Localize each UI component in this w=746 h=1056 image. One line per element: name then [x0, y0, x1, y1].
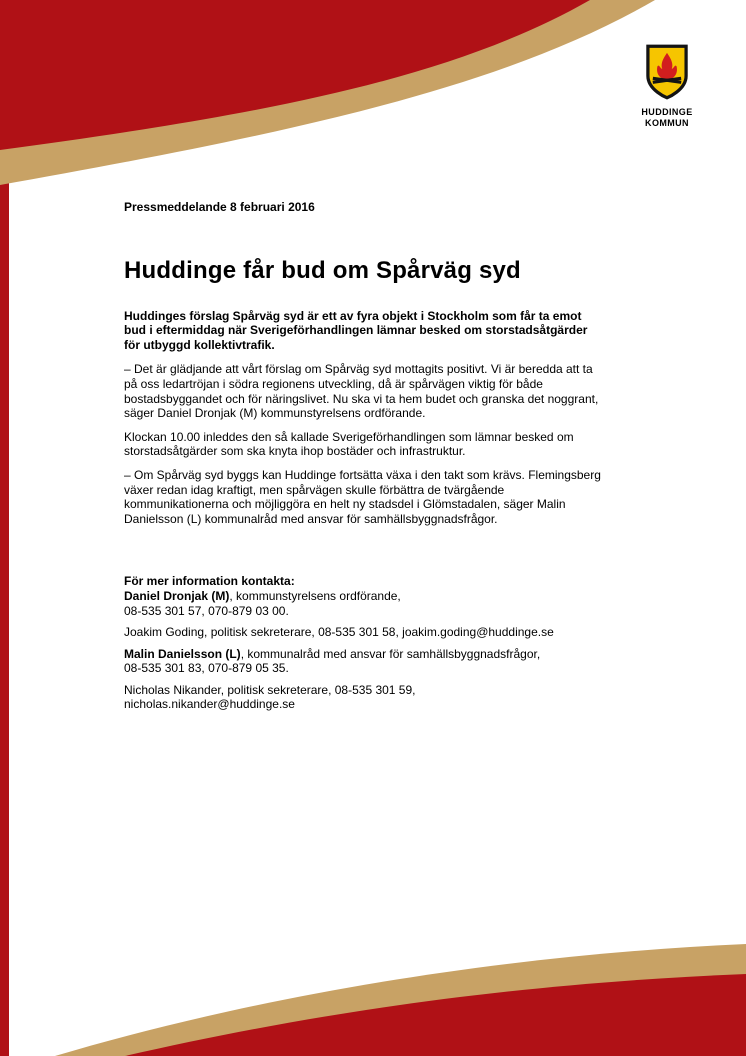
bottom-swoosh-decoration [0, 906, 746, 1056]
contact-entry [124, 647, 606, 676]
contact-heading: För mer information kontakta: [124, 574, 295, 589]
body-paragraph-2: Klockan 10.00 inleddes den så kallade Sverigeförhandlingen som lämnar besked om storstadsåtgärder som ska knyta ihop bostäder och infrastruktur. [124, 429, 574, 459]
contact-email: nicholas.nikander@huddinge.se [124, 697, 295, 712]
contact-phone: 08-535 301 57, 070-879 03 00. [124, 603, 289, 618]
contact-section [124, 574, 606, 712]
huddinge-kommun-logo [627, 44, 707, 128]
contact-line [124, 647, 606, 662]
contact-name: Malin Danielsson (L) [124, 646, 241, 661]
contact-role: Joakim Goding, politisk sekreterare, 08-535 301 58, joakim.goding@huddinge.se [124, 625, 554, 640]
logo-text-line1: HUDDINGE [641, 107, 693, 117]
contact-line [124, 589, 606, 604]
coat-of-arms-shield-icon [646, 44, 688, 105]
lead-paragraph: Huddinges förslag Spårväg syd är ett av fyra objekt i Stockholm som får ta emot bud i eftermiddag när Sverigeförhandlingen lämnar besked om storstadsåtgärder för utbyggd kollektivtrafik. [124, 308, 588, 352]
contact-name: Daniel Dronjak (M) [124, 588, 230, 603]
top-red-swoosh [0, 0, 590, 150]
contact-entry [124, 589, 606, 618]
body-paragraph-3: – Om Spårväg syd byggs kan Huddinge fortsätta växa i den takt som krävs. Flemingsberg växer redan idag kraftigt, men spårvägen skulle förbättra de tvärgående kommunikationerna och möjliggöra en helt ny stadsdel i Glömstadalen, säger Malin Danielsson (L) kommunalråd med ansvar för samhällsbyggnadsfrågor. [124, 467, 601, 526]
contact-entry [124, 683, 606, 712]
body-paragraph-1: – Det är glädjande att vårt förslag om Spårväg syd mottagits positivt. Vi är beredda att ta på oss ledartröjan i södra regionens utveckling, då är spårvägen viktig för både bostadsbyggandet och för näringslivet. Nu ska vi ta hem budet och granska det noggrant, säger Daniel Dronjak (M) kommunstyrelsens ordförande. [124, 362, 599, 421]
page-title: Huddinge får bud om Spårväg syd [124, 256, 521, 284]
dateline: Pressmeddelande 8 februari 2016 [124, 200, 315, 214]
contact-line [124, 683, 606, 698]
contact-entry [124, 625, 606, 640]
contact-role: Nicholas Nikander, politisk sekreterare, 08-535 301 59, [124, 682, 416, 697]
contact-role: , kommunalråd med ansvar för samhällsbyggnadsfrågor, [240, 646, 541, 661]
logo-text-line2: KOMMUN [645, 117, 689, 128]
contact-line [124, 625, 606, 640]
bottom-swoosh-svg [0, 906, 746, 1056]
contact-role: , kommunstyrelsens ordförande, [229, 588, 401, 603]
document-content [124, 200, 606, 719]
contact-phone: 08-535 301 83, 070-879 05 35. [124, 661, 289, 676]
